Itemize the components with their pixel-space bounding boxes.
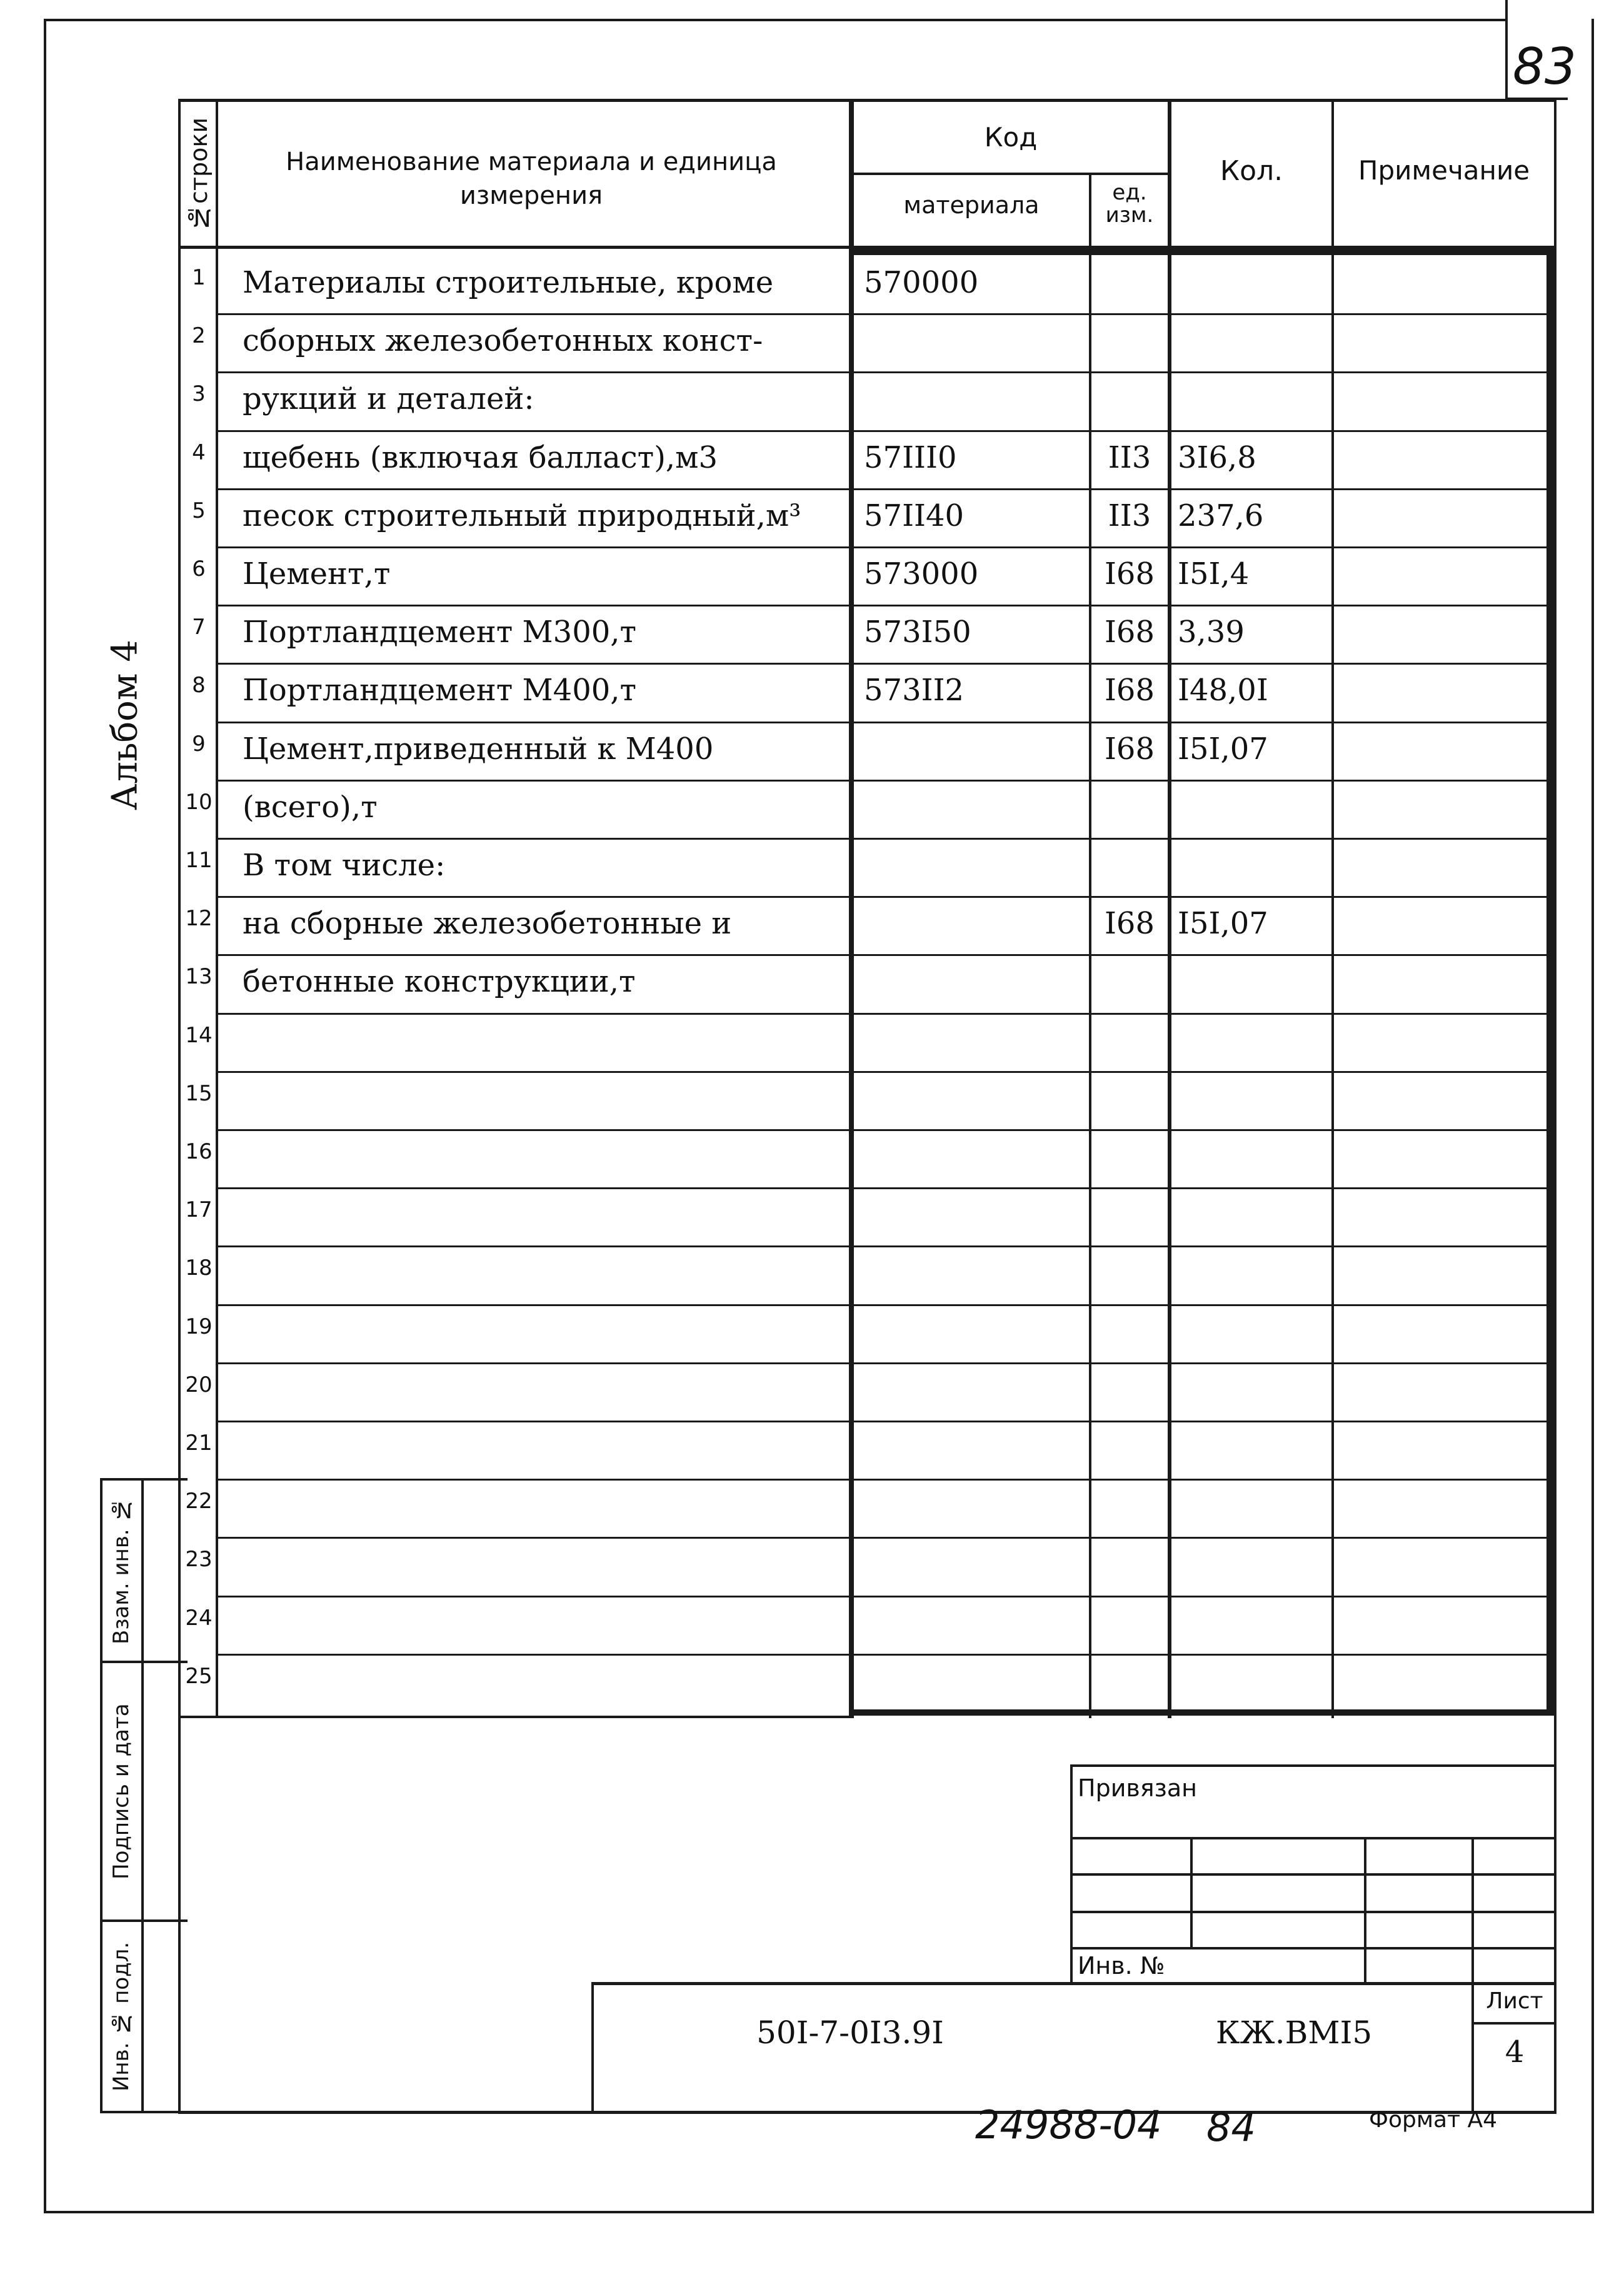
outer-frame-bottom xyxy=(44,2211,1594,2213)
row-separator xyxy=(216,896,1553,898)
unit-code: I68 xyxy=(1104,615,1155,650)
table-right-border xyxy=(1554,99,1556,1718)
material-name: на сборные железобетонные и xyxy=(243,906,732,942)
row-separator xyxy=(216,954,1553,956)
material-name: (всего),т xyxy=(243,789,378,825)
row-separator xyxy=(216,546,1553,548)
row-number: 21 xyxy=(185,1431,213,1456)
unit-code: I68 xyxy=(1104,906,1155,942)
row-number: 18 xyxy=(185,1255,213,1281)
row-number: 17 xyxy=(185,1197,213,1223)
quantity: I5I,07 xyxy=(1178,906,1268,942)
material-name: В том числе: xyxy=(243,848,446,883)
material-name: Цемент,т xyxy=(243,556,391,591)
inv-no-label: Инв. № xyxy=(1078,1952,1165,1980)
handwritten-number: 24988-04 xyxy=(975,2102,1162,2148)
row-number: 23 xyxy=(185,1547,213,1572)
sheet-number: 4 xyxy=(1505,2035,1525,2070)
header-unit: ед. изм. xyxy=(1105,180,1154,228)
privyazan-col3 xyxy=(1471,1837,1474,2111)
row-separator xyxy=(216,1013,1553,1015)
table-bottom-border xyxy=(178,1716,853,1718)
header-name: Наименование материала и единица измерения xyxy=(286,148,777,210)
note-divider xyxy=(1331,99,1334,1718)
row-separator xyxy=(216,430,1553,432)
header-note: Примечание xyxy=(1358,155,1530,186)
material-code: 57II40 xyxy=(864,498,965,533)
row-number: 3 xyxy=(192,381,206,407)
table-left-border xyxy=(178,99,181,2112)
row-number: 12 xyxy=(185,906,213,932)
page-number-box-left xyxy=(1505,0,1508,100)
unit-code: I68 xyxy=(1104,731,1155,767)
row-number: 7 xyxy=(192,615,206,640)
material-code: 573II2 xyxy=(864,673,965,708)
unit-code: I68 xyxy=(1104,673,1155,708)
privyazan-label: Привязан xyxy=(1078,1774,1197,1802)
material-name: Портландцемент М300,т xyxy=(243,615,637,650)
row-separator xyxy=(216,1421,1553,1422)
row-separator xyxy=(216,780,1553,782)
row-number: 20 xyxy=(185,1372,213,1397)
row-separator xyxy=(216,1304,1553,1306)
side-stamp-mid xyxy=(141,1478,144,2113)
row-separator xyxy=(216,371,1553,373)
thick-box-bottom xyxy=(849,1709,1555,1716)
material-name: рукций и деталей: xyxy=(243,381,534,417)
row-number: 14 xyxy=(185,1022,213,1048)
privyazan-row4 xyxy=(1070,1947,1556,1949)
row-separator xyxy=(216,313,1553,315)
side-stamp-bottom xyxy=(100,2111,188,2113)
side-stamp-top xyxy=(100,1478,188,1481)
format-label: Формат А4 xyxy=(1369,2107,1498,2133)
row-separator xyxy=(216,838,1553,840)
material-name: Материалы строительные, кроме xyxy=(243,265,774,300)
row-number: 2 xyxy=(192,323,206,349)
thick-box-right xyxy=(1546,249,1554,1716)
row-separator xyxy=(216,1654,1553,1656)
material-name: бетонные конструкции,т xyxy=(243,964,636,1000)
outer-frame-left xyxy=(44,19,46,2213)
sheet-label: Лист xyxy=(1486,1988,1543,2014)
stamp-left xyxy=(591,1982,594,2113)
material-name: Цемент,приведенный к М400 xyxy=(243,731,714,767)
row-number: 16 xyxy=(185,1139,213,1164)
handwritten-page: 84 xyxy=(1206,2105,1256,2150)
header-qty: Кол. xyxy=(1220,155,1283,187)
outer-frame-top xyxy=(44,19,1506,21)
row-number: 5 xyxy=(192,498,206,523)
quantity: 3,39 xyxy=(1178,615,1245,650)
material-code: 573I50 xyxy=(864,615,971,650)
row-separator xyxy=(216,663,1553,665)
stamp-inv-podl: Инв. № подл. xyxy=(109,1941,134,2091)
row-number: 15 xyxy=(185,1080,213,1106)
row-number: 19 xyxy=(185,1314,213,1339)
row-separator xyxy=(216,1187,1553,1189)
title-block-bottom xyxy=(178,2111,1556,2114)
row-separator xyxy=(216,1245,1553,1247)
quantity: I48,0I xyxy=(1178,673,1268,708)
row-number: 22 xyxy=(185,1489,213,1514)
row-separator xyxy=(216,605,1553,606)
row-number: 4 xyxy=(192,440,206,465)
stamp-vzam: Взам. инв. № xyxy=(109,1497,134,1644)
privyazan-row3 xyxy=(1070,1911,1556,1913)
material-name: сборных железобетонных конст- xyxy=(243,323,763,359)
row-number: 25 xyxy=(185,1663,213,1689)
row-separator xyxy=(216,1596,1553,1597)
page-number: 83 xyxy=(1513,38,1576,96)
quantity: I5I,4 xyxy=(1178,556,1250,591)
material-code: 570000 xyxy=(864,265,979,300)
row-separator xyxy=(216,722,1553,723)
row-separator xyxy=(216,1071,1553,1073)
quantity: 3I6,8 xyxy=(1178,440,1256,475)
quantity: I5I,07 xyxy=(1178,731,1268,767)
row-number: 6 xyxy=(192,556,206,581)
side-stamp-div2 xyxy=(100,1919,188,1922)
privyazan-col1 xyxy=(1190,1837,1193,1947)
table-top-border xyxy=(178,99,1556,102)
album-label: Альбом 4 xyxy=(104,640,146,811)
row-separator xyxy=(216,1362,1553,1364)
privyazan-row1 xyxy=(1070,1837,1556,1839)
side-stamp-div1 xyxy=(100,1661,188,1663)
row-number: 10 xyxy=(185,789,213,815)
row-separator xyxy=(216,1537,1553,1539)
stamp-podpis: Подпись и дата xyxy=(109,1703,134,1879)
material-name: Портландцемент М400,т xyxy=(243,673,637,708)
header-code: Код xyxy=(984,122,1038,153)
row-number: 24 xyxy=(185,1605,213,1631)
material-name: щебень (включая балласт),м3 xyxy=(243,440,718,475)
row-separator xyxy=(216,1129,1553,1131)
privyazan-col2 xyxy=(1364,1837,1366,1983)
doc-code: КЖ.ВМI5 xyxy=(1215,2015,1373,2051)
qty-divider xyxy=(1168,99,1171,1718)
quantity: 237,6 xyxy=(1178,498,1264,533)
title-block-right xyxy=(1554,1716,1556,2113)
code-sub-divider xyxy=(849,173,1170,175)
material-code: 573000 xyxy=(864,556,979,591)
header-material: материала xyxy=(903,191,1040,219)
row-number: 13 xyxy=(185,964,213,990)
unit-divider xyxy=(1089,173,1091,1718)
row-separator xyxy=(216,488,1553,490)
row-number: 1 xyxy=(192,265,206,290)
code-divider xyxy=(849,99,854,1718)
unit-code: II3 xyxy=(1108,498,1151,533)
privyazan-top xyxy=(1070,1764,1556,1767)
material-code: 57III0 xyxy=(864,440,957,475)
row-number: 8 xyxy=(192,673,206,698)
row-number: 9 xyxy=(192,731,206,757)
thick-box-top xyxy=(849,249,1555,255)
unit-code: I68 xyxy=(1104,556,1155,591)
unit-code: II3 xyxy=(1108,440,1151,475)
outer-frame-right xyxy=(1591,19,1594,2213)
stamp-top xyxy=(591,1982,1556,1985)
row-separator xyxy=(216,1479,1553,1481)
sheet-divider xyxy=(1471,2022,1556,2025)
designation: 50I-7-0I3.9I xyxy=(756,2015,944,2051)
row-number: 11 xyxy=(185,848,213,873)
privyazan-row2 xyxy=(1070,1873,1556,1876)
material-name: песок строительный природный,м³ xyxy=(243,498,801,533)
header-row-no: №строки xyxy=(185,117,213,232)
